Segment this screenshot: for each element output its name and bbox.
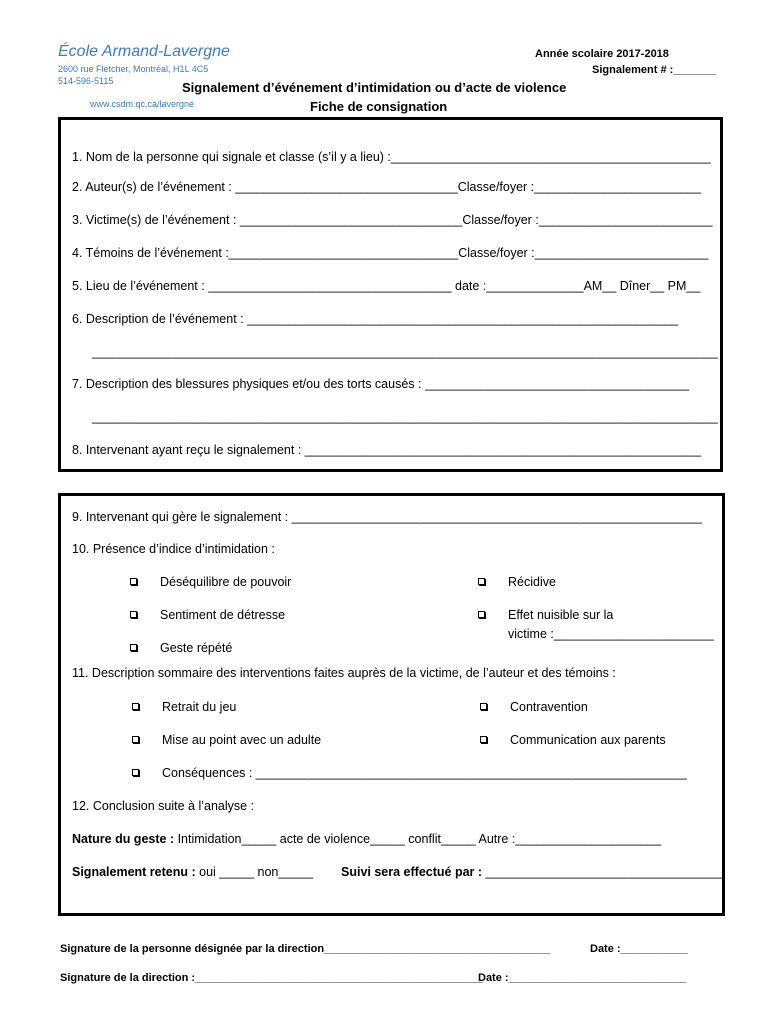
field-injuries[interactable]: 7. Description des blessures physiques et/ou des torts causés : ______________________________________ bbox=[72, 377, 690, 391]
field-consequences[interactable]: Conséquences : ______________________________________________________________ bbox=[162, 766, 687, 780]
q11-label: 11. Description sommaire des interventions faites auprès de la victime, de l’auteur et des témoins : bbox=[72, 666, 616, 680]
school-name: École Armand-Lavergne bbox=[58, 43, 230, 60]
checkbox-harmful-effect[interactable] bbox=[478, 611, 485, 618]
retenu-row[interactable] bbox=[72, 865, 313, 879]
school-year: Année scolaire 2017-2018 bbox=[535, 48, 669, 60]
school-phone: 514-596-5115 bbox=[58, 76, 114, 86]
nature-options[interactable]: Intimidation_____ acte de violence_____ conflit_____ Autre :_____________________ bbox=[174, 832, 662, 846]
checkbox-game-removal[interactable] bbox=[132, 703, 139, 710]
nature-label: Nature du geste : bbox=[72, 832, 175, 846]
checkbox-adult-talk[interactable] bbox=[132, 736, 139, 743]
option-adult-talk: Mise au point avec un adulte bbox=[162, 733, 322, 747]
field-reporter-name[interactable]: 1. Nom de la personne qui signale et classe (s’il y a lieu) :______________________________________________ bbox=[72, 150, 711, 164]
checkbox-ticket[interactable] bbox=[480, 703, 487, 710]
q12-label: 12. Conclusion suite à l’analyse : bbox=[72, 799, 255, 813]
option-recidivism: Récidive bbox=[508, 575, 556, 589]
checkbox-repeated-act[interactable] bbox=[130, 644, 137, 651]
field-managing-staff[interactable]: 9. Intervenant qui gère le signalement : ___________________________________________________________ bbox=[72, 510, 702, 524]
field-location-date[interactable]: 5. Lieu de l’événement : ___________________________________ date :______________AM__ Dîner__ PM__ bbox=[72, 279, 701, 293]
checkbox-power-imbalance[interactable] bbox=[130, 578, 137, 585]
date-designated[interactable]: Date :___________ bbox=[590, 943, 688, 955]
option-distress: Sentiment de détresse bbox=[160, 608, 286, 622]
nature-row[interactable] bbox=[72, 832, 661, 846]
option-ticket: Contravention bbox=[510, 700, 588, 714]
section-2-box bbox=[58, 493, 725, 916]
field-victim[interactable]: 3. Victime(s) de l’événement : ________________________________Classe/foyer :_________________________ bbox=[72, 213, 713, 227]
signature-direction[interactable]: Signature de la direction :_______________________________________________ bbox=[60, 972, 483, 984]
school-website: www.csdm.qc.ca/lavergne bbox=[90, 99, 195, 109]
signature-designated[interactable]: Signature de la personne désignée par la direction_____________________________________ bbox=[60, 943, 551, 955]
date-direction[interactable]: Date :_____________________________ bbox=[478, 972, 686, 984]
field-witnesses[interactable]: 4. Témoins de l’événement :_________________________________Classe/foyer :_________________________ bbox=[72, 246, 709, 260]
field-description[interactable]: 6. Description de l’événement : ______________________________________________________________ bbox=[72, 312, 679, 326]
checkbox-consequences[interactable] bbox=[132, 769, 139, 776]
option-harmful-effect: Effet nuisible sur la bbox=[508, 608, 614, 622]
field-receiving-staff[interactable]: 8. Intervenant ayant reçu le signalement : _________________________________________________________ bbox=[72, 443, 702, 457]
suivi-field[interactable]: __________________________________ bbox=[482, 865, 722, 879]
retenu-label: Signalement retenu : bbox=[72, 865, 196, 879]
retenu-options[interactable]: oui _____ non_____ bbox=[195, 865, 314, 879]
checkbox-distress[interactable] bbox=[130, 611, 137, 618]
field-injuries-line2[interactable]: __________________________________________________________________________________________ bbox=[92, 410, 718, 424]
field-harmful-effect-victim[interactable]: victime :_______________________ bbox=[508, 627, 714, 641]
checkbox-parent-communication[interactable] bbox=[480, 736, 487, 743]
form-subtitle: Fiche de consignation bbox=[310, 99, 448, 114]
form-title: Signalement d’événement d’intimidation ou d’acte de violence bbox=[182, 80, 567, 95]
school-address: 2600 rue Fletcher, Montréal, H1L 4C5 bbox=[58, 64, 209, 74]
option-game-removal: Retrait du jeu bbox=[162, 700, 237, 714]
option-power-imbalance: Déséquilibre de pouvoir bbox=[160, 575, 292, 589]
field-description-line2[interactable]: __________________________________________________________________________________________ bbox=[92, 345, 718, 359]
option-parent-communication: Communication aux parents bbox=[510, 733, 666, 747]
suivi-row[interactable] bbox=[341, 865, 722, 879]
suivi-label: Suivi sera effectué par : bbox=[341, 865, 483, 879]
report-number: Signalement # :_______ bbox=[592, 64, 717, 76]
option-repeated-act: Geste répété bbox=[160, 641, 233, 655]
q10-label: 10. Présence d’indice d’intimidation : bbox=[72, 542, 275, 556]
checkbox-recidivism[interactable] bbox=[478, 578, 485, 585]
field-author[interactable]: 2. Auteur(s) de l’événement : ________________________________Classe/foyer :________________________ bbox=[72, 180, 702, 194]
